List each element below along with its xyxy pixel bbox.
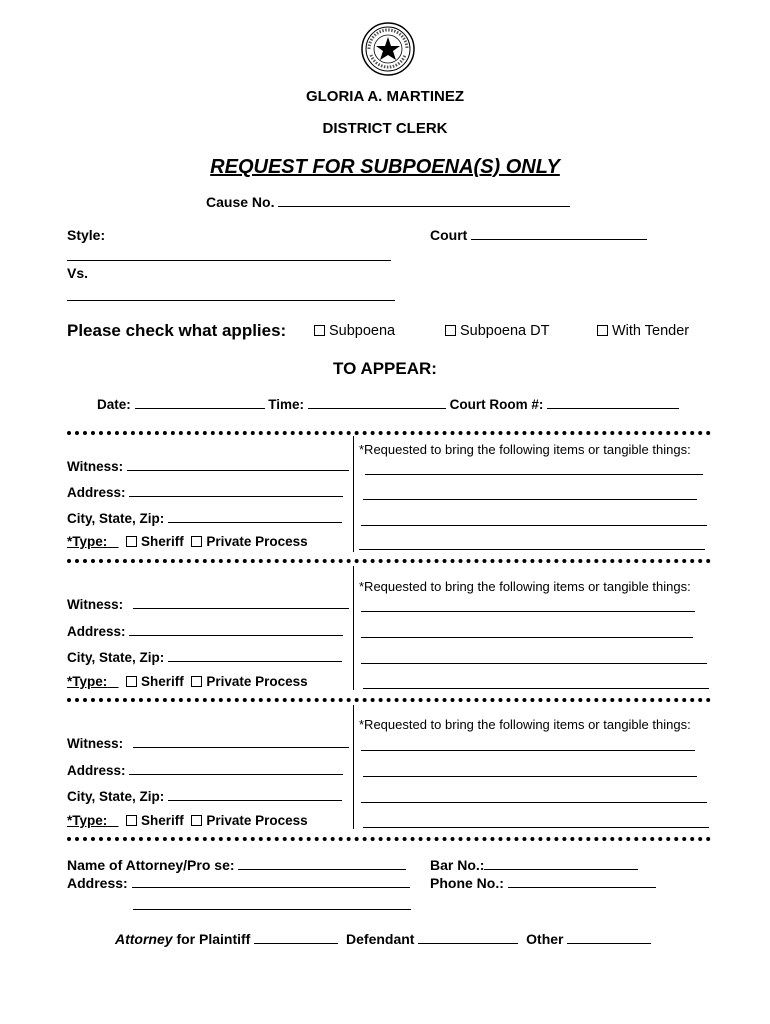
requested-items-line[interactable] [359,537,705,550]
bar-number-field[interactable] [430,857,638,873]
other-field[interactable] [567,931,651,944]
defendant-field[interactable] [418,931,518,944]
form-title: REQUEST FOR SUBPOENA(S) ONLY [210,156,560,178]
section-divider [67,431,711,435]
county-seal-image [361,22,415,76]
for-plaintiff-label: for Plaintiff [176,931,251,947]
clerk-title: DISTRICT CLERK [322,120,448,137]
sheriff-label: Sheriff [141,813,184,828]
court-field[interactable] [430,227,647,243]
attorney-address-line-2[interactable] [133,897,411,910]
column-divider [353,566,354,690]
other-label: Other [526,931,564,947]
city-state-zip-field[interactable] [67,649,342,665]
courtroom-label: Court Room #: [449,397,544,412]
phone-number-field[interactable] [430,875,656,891]
city-state-zip-label: City, State, Zip: [67,511,165,526]
requested-items-line[interactable] [361,599,695,612]
subpoena-dt-checkbox[interactable] [445,325,456,336]
witness-label: Witness: [67,459,124,474]
requested-items-line[interactable] [361,738,695,751]
address-label: Address: [67,485,126,500]
with-tender-checkbox[interactable] [597,325,608,336]
time-field[interactable] [308,396,446,409]
city-state-zip-field[interactable] [67,510,342,526]
vs-label: Vs. [67,265,89,281]
phone-number-label: Phone No.: [430,875,504,891]
type-row [67,674,308,689]
type-label: *Type: [67,534,108,549]
with-tender-option[interactable] [597,323,689,339]
for-plaintiff-field[interactable] [254,931,338,944]
check-applies-label: Please check what applies: [67,321,287,340]
time-label: Time: [268,397,305,412]
cause-number-label: Cause No. [206,194,275,210]
witness-label: Witness: [67,736,124,751]
city-state-zip-label: City, State, Zip: [67,650,165,665]
subpoena-dt-option-label: Subpoena DT [460,323,550,339]
attorney-name-label: Name of Attorney/Pro se: [67,857,235,873]
requested-items-line[interactable] [363,764,697,777]
attorney-for-row [115,931,651,947]
subpoena-option-label: Subpoena [329,323,396,339]
address-field[interactable] [67,484,343,500]
subpoena-option[interactable] [314,323,395,339]
private-process-label: Private Process [206,813,308,828]
attorney-address-label: Address: [67,875,128,891]
date-label: Date: [97,397,131,412]
private-process-checkbox[interactable] [191,536,202,547]
to-appear-heading: TO APPEAR: [333,359,437,378]
courtroom-field[interactable] [547,396,679,409]
witness-field[interactable] [67,735,349,751]
city-state-zip-field[interactable] [67,788,342,804]
subpoena-checkbox[interactable] [314,325,325,336]
vs-line-field[interactable] [67,288,395,301]
column-divider [353,705,354,829]
type-row [67,534,308,549]
requested-items-line[interactable] [365,462,703,475]
type-label: *Type: [67,674,108,689]
date-field[interactable] [135,396,265,409]
court-label: Court [430,227,468,243]
cause-number-field[interactable] [206,194,570,210]
bar-number-label: Bar No.: [430,857,485,873]
private-process-checkbox[interactable] [191,676,202,687]
style-line-field[interactable] [67,248,391,261]
column-divider [353,436,354,552]
requested-items-line[interactable] [361,513,707,526]
section-divider [67,837,711,841]
section-divider [67,698,711,702]
appear-details-row [97,396,679,412]
sheriff-label: Sheriff [141,674,184,689]
requested-items-line[interactable] [361,625,693,638]
address-field[interactable] [67,762,343,778]
attorney-word: Attorney [115,931,173,947]
type-row [67,813,308,828]
requested-items-label: *Requested to bring the following items or tangible things: [359,717,691,732]
with-tender-option-label: With Tender [612,323,690,339]
witness-label: Witness: [67,597,124,612]
address-label: Address: [67,624,126,639]
requested-items-line[interactable] [361,651,707,664]
sheriff-checkbox[interactable] [126,536,137,547]
attorney-name-field[interactable] [67,857,406,873]
address-field[interactable] [67,623,343,639]
sheriff-checkbox[interactable] [126,815,137,826]
private-process-label: Private Process [206,534,308,549]
witness-field[interactable] [67,596,349,612]
sheriff-label: Sheriff [141,534,184,549]
defendant-label: Defendant [346,931,415,947]
requested-items-label: *Requested to bring the following items or tangible things: [359,579,691,594]
type-label: *Type: [67,813,108,828]
requested-items-line[interactable] [361,790,707,803]
sheriff-checkbox[interactable] [126,676,137,687]
requested-items-line[interactable] [363,815,709,828]
witness-field[interactable] [67,458,349,474]
clerk-name: GLORIA A. MARTINEZ [305,88,465,105]
city-state-zip-label: City, State, Zip: [67,789,165,804]
style-label: Style: [67,227,106,243]
subpoena-dt-option[interactable] [445,323,549,339]
requested-items-line[interactable] [363,676,709,689]
attorney-address-field[interactable] [67,875,410,891]
private-process-label: Private Process [206,674,308,689]
requested-items-label: *Requested to bring the following items or tangible things: [359,442,691,457]
requested-items-line[interactable] [363,487,697,500]
address-label: Address: [67,763,126,778]
section-divider [67,559,711,563]
private-process-checkbox[interactable] [191,815,202,826]
